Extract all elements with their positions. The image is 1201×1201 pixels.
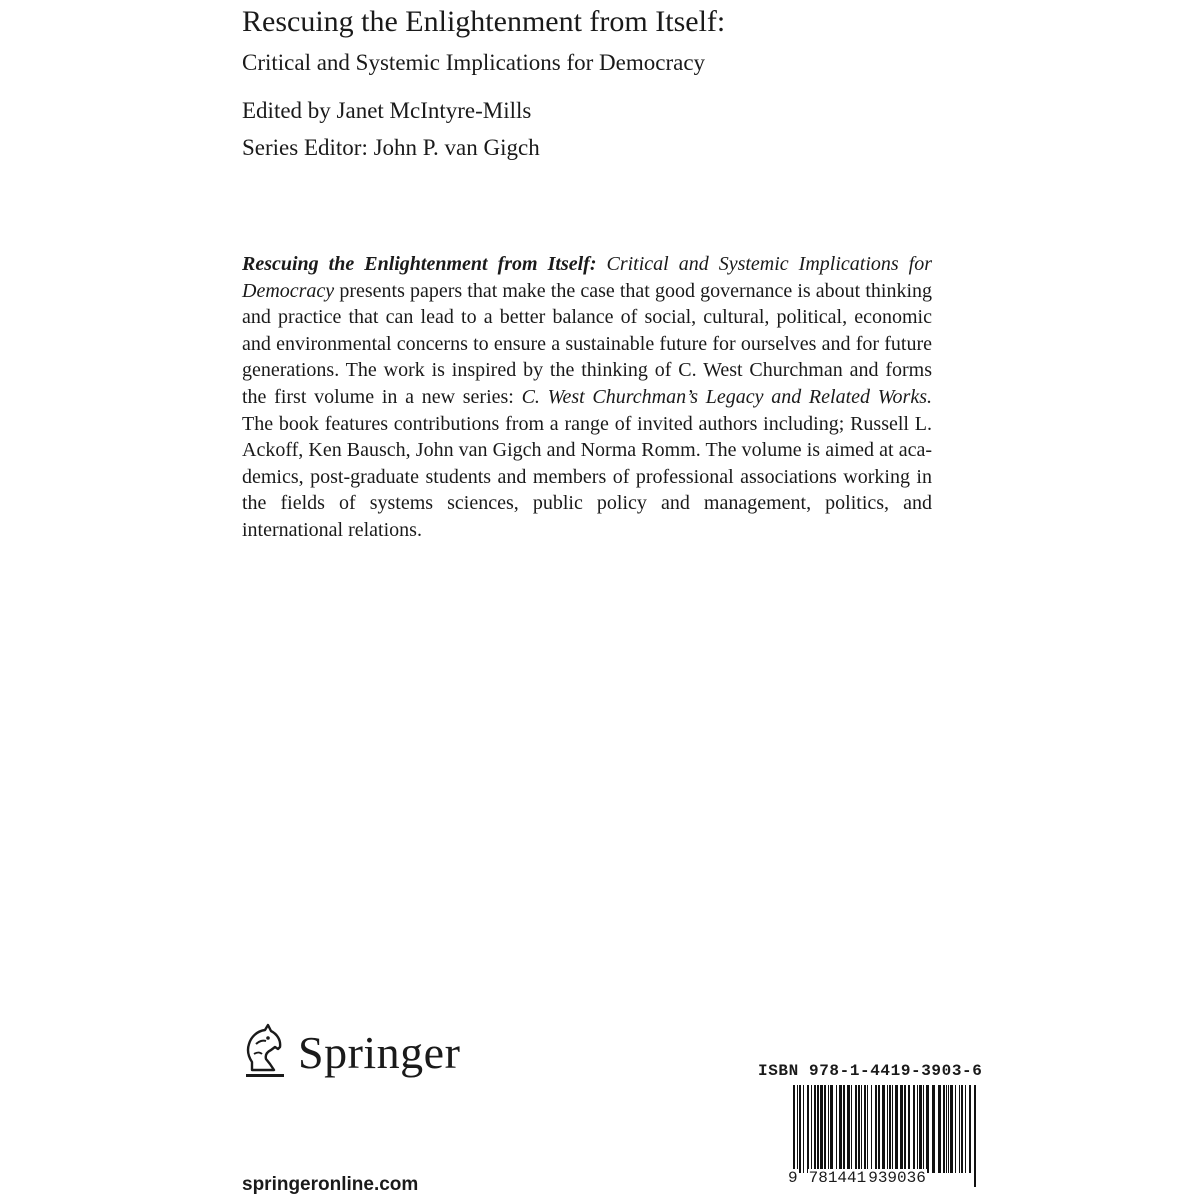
description-series-name: C. West Churchman’s Legacy and Related Works. <box>521 385 933 408</box>
barcode-digit-group-1: 781441 <box>808 1169 867 1187</box>
barcode-bar <box>814 1085 816 1173</box>
barcode-bar <box>917 1085 918 1173</box>
description-subtitle: Critical and Systemic Implications for Democracy <box>242 253 933 302</box>
barcode-bar <box>923 1085 924 1173</box>
barcode-bar <box>961 1085 963 1173</box>
barcode-bar <box>919 1085 922 1173</box>
barcode-bar <box>878 1085 880 1173</box>
chess-knight-icon <box>238 1022 290 1084</box>
barcode-bar <box>811 1085 812 1173</box>
barcode-bar <box>965 1085 966 1173</box>
barcode-bar <box>926 1085 929 1173</box>
barcode-bar <box>948 1085 949 1173</box>
barcode-bar <box>836 1085 837 1173</box>
barcode-bar <box>950 1085 953 1173</box>
barcode-bar <box>900 1085 903 1173</box>
book-description <box>242 251 932 544</box>
barcode-bar <box>913 1085 915 1173</box>
barcode-bar <box>882 1085 885 1173</box>
barcode-bar <box>867 1085 868 1173</box>
barcode-bar <box>908 1085 910 1173</box>
barcode-lead-digit: 9 <box>788 1169 798 1187</box>
description-title: Rescuing the Enlightenment from Itself: <box>242 253 597 275</box>
barcode-bar <box>807 1085 809 1173</box>
book-title: Rescuing the Enlightenment from Itself: <box>242 5 726 38</box>
barcode-bar <box>943 1085 945 1173</box>
barcode-bar <box>824 1085 826 1173</box>
barcode-bar <box>871 1085 872 1173</box>
barcode-digits <box>788 1168 927 1188</box>
barcode-bar <box>851 1085 852 1173</box>
barcode-bar <box>843 1085 845 1173</box>
barcode-bar <box>861 1085 862 1173</box>
editor-credit: Edited by Janet McIntyre-Mills <box>242 98 532 123</box>
barcode-bar <box>932 1085 935 1173</box>
barcode-bar <box>817 1085 819 1173</box>
barcode-bar <box>892 1085 893 1173</box>
barcode-bar <box>959 1085 960 1173</box>
barcode-bar <box>895 1085 898 1173</box>
barcode-bar <box>946 1085 947 1173</box>
barcode-bar <box>799 1085 801 1173</box>
publisher-website: springeronline.com <box>242 1174 419 1195</box>
description-text-part2: The book features contributions from a range of invited authors including; Russell L. Ackoff, Ken Bausch, John van Gigch and Norma Romm. The volume is aimed at academics, post-graduate students and members of professional associations working in the fields of systems sciences, public policy and management, politics, and international relations. <box>242 412 932 541</box>
springer-logo <box>238 1022 460 1084</box>
barcode-bar <box>864 1085 866 1173</box>
barcode-bar <box>969 1085 971 1173</box>
book-subtitle: Critical and Systemic Implications for Democracy <box>242 50 706 75</box>
barcode-bar <box>847 1085 850 1173</box>
barcode-bar <box>938 1085 941 1173</box>
barcode-bar <box>858 1085 860 1173</box>
barcode-bar <box>839 1085 842 1173</box>
barcode-bar <box>830 1085 833 1173</box>
isbn-label: ISBN 978-1-4419-3903-6 <box>758 1062 983 1080</box>
barcode-bar <box>875 1085 877 1173</box>
barcode-bar <box>955 1085 956 1173</box>
publisher-name: Springer <box>298 1027 461 1078</box>
description-text-part1: presents papers that make the case that good governance is about thinking and practice that can lead to a better balance of social, cultural, political, economic and environmental concerns to ensure a sustainable future for ourselves and for future generations. The work is inspired by the thinking of C. West Churchman and forms the first volume in a new series: <box>242 279 933 408</box>
barcode-bar <box>855 1085 857 1173</box>
barcode-bar <box>828 1085 829 1173</box>
barcode-bar <box>803 1085 804 1173</box>
barcode-bar <box>820 1085 823 1173</box>
barcode-bar <box>904 1085 906 1173</box>
barcode-bar <box>974 1085 976 1187</box>
barcode-bar <box>889 1085 891 1173</box>
series-editor-credit: Series Editor: John P. van Gigch <box>242 135 540 160</box>
barcode-digit-group-2: 939036 <box>868 1169 926 1187</box>
